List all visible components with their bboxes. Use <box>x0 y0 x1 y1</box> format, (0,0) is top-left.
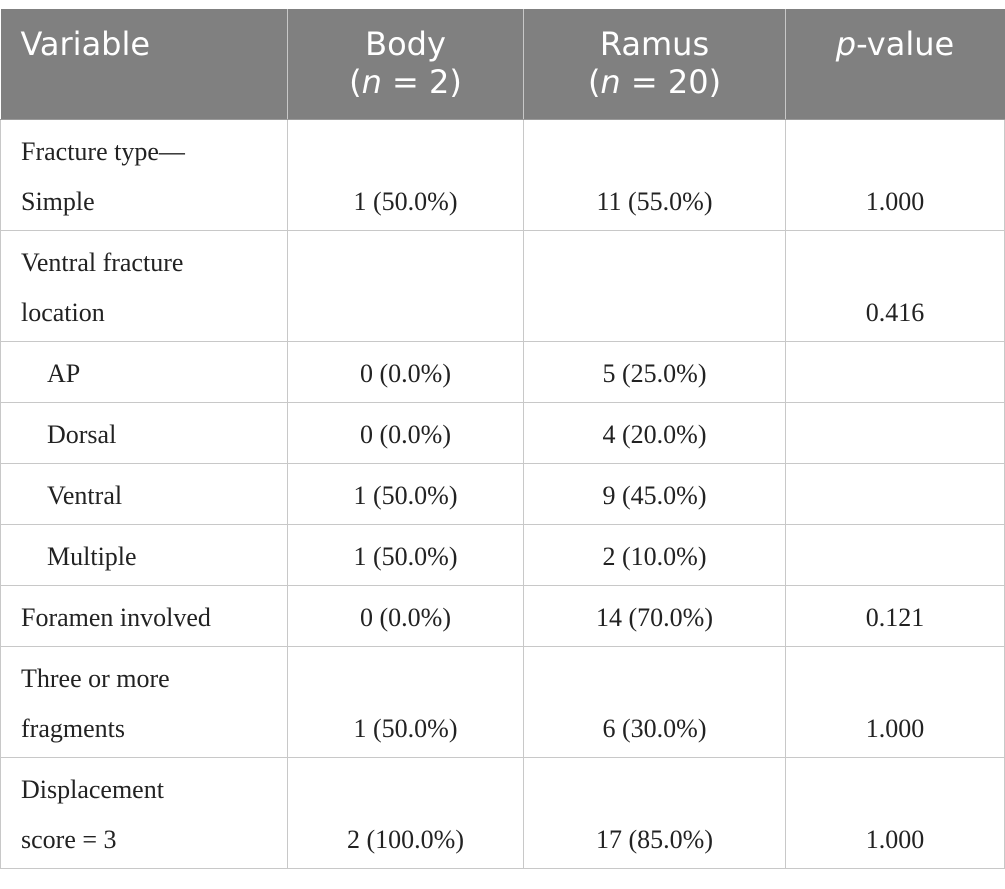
row-label-line1: Displacement <box>21 774 164 804</box>
header-body: Body (n = 2) <box>288 9 524 119</box>
cell-ramus: 11 (55.0%) <box>524 119 786 230</box>
header-p-value <box>786 9 1005 119</box>
row-label: Foramen involved <box>1 585 288 646</box>
cell-ramus: 5 (25.0%) <box>524 341 786 402</box>
cell-body: 0 (0.0%) <box>288 402 524 463</box>
table-header <box>1 9 1005 119</box>
cell-ramus: 6 (30.0%) <box>524 646 786 757</box>
table-row <box>1 524 1005 585</box>
cell-ramus: 9 (45.0%) <box>524 463 786 524</box>
table-row <box>1 230 1005 341</box>
row-label: Dorsal <box>1 402 288 463</box>
header-ramus-title: Ramus <box>599 25 710 63</box>
row-label <box>1 119 288 230</box>
header-body-count: = 2) <box>381 63 462 101</box>
row-label-line1: Fracture type— <box>21 136 185 166</box>
row-label: Multiple <box>1 524 288 585</box>
header-ramus-count: = 20) <box>620 63 722 101</box>
header-ramus-n: n <box>600 63 621 101</box>
table-row <box>1 402 1005 463</box>
row-label-line1: Three or more <box>21 663 170 693</box>
row-label-line2: fragments <box>21 713 125 743</box>
row-label <box>1 646 288 757</box>
table-row <box>1 757 1005 868</box>
data-table <box>0 9 1005 869</box>
table-row <box>1 119 1005 230</box>
row-label-line2: location <box>21 297 105 327</box>
header-body-n: n <box>361 63 382 101</box>
row-label-line1: Ventral fracture <box>21 247 184 277</box>
cell-p-value: 1.000 <box>786 646 1005 757</box>
cell-ramus: 17 (85.0%) <box>524 757 786 868</box>
cell-body: 0 (0.0%) <box>288 341 524 402</box>
cell-body: 2 (100.0%) <box>288 757 524 868</box>
cell-body: 1 (50.0%) <box>288 463 524 524</box>
table-row <box>1 341 1005 402</box>
cell-p-value: 0.416 <box>786 230 1005 341</box>
row-label <box>1 230 288 341</box>
row-label: Ventral <box>1 463 288 524</box>
cell-p-value: 1.000 <box>786 119 1005 230</box>
row-label <box>1 757 288 868</box>
table-row <box>1 646 1005 757</box>
header-row <box>1 9 1005 119</box>
cell-p-value <box>786 402 1005 463</box>
cell-body: 1 (50.0%) <box>288 524 524 585</box>
cell-body: 1 (50.0%) <box>288 646 524 757</box>
header-variable-text: Variable <box>20 25 151 63</box>
cell-p-value <box>786 524 1005 585</box>
cell-ramus <box>524 230 786 341</box>
header-variable <box>1 9 288 119</box>
cell-p-value <box>786 341 1005 402</box>
cell-body <box>288 230 524 341</box>
table-body <box>1 119 1005 868</box>
cell-p-value: 0.121 <box>786 585 1005 646</box>
header-body-title: Body <box>365 25 446 63</box>
cell-ramus: 4 (20.0%) <box>524 402 786 463</box>
header-ramus: Ramus (n = 20) <box>524 9 786 119</box>
row-label: AP <box>1 341 288 402</box>
cell-p-value <box>786 463 1005 524</box>
table-row <box>1 585 1005 646</box>
cell-body: 0 (0.0%) <box>288 585 524 646</box>
header-p-rest: -value <box>856 25 955 63</box>
table-row <box>1 463 1005 524</box>
row-label-line2: Simple <box>21 186 95 216</box>
header-p-italic: p <box>835 25 857 63</box>
row-label-line2: score = 3 <box>21 824 117 854</box>
cell-ramus: 14 (70.0%) <box>524 585 786 646</box>
cell-p-value: 1.000 <box>786 757 1005 868</box>
cell-body: 1 (50.0%) <box>288 119 524 230</box>
cell-ramus: 2 (10.0%) <box>524 524 786 585</box>
